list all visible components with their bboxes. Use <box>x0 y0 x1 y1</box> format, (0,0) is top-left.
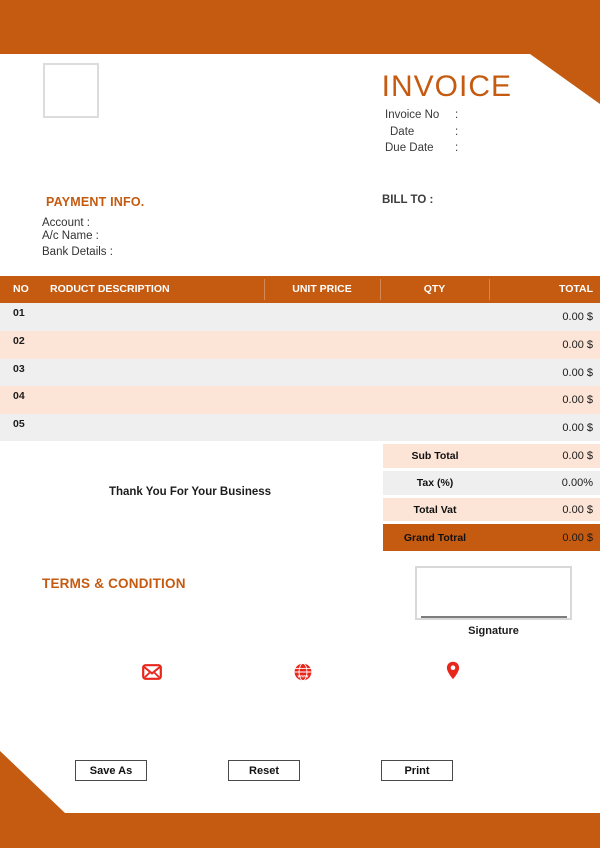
due-date-label: Due Date <box>385 142 434 154</box>
due-date-field[interactable] <box>465 140 520 155</box>
grand-total-value: 0.00 $ <box>562 531 593 544</box>
tax-value: 0.00% <box>561 477 593 489</box>
description-cell[interactable] <box>40 414 262 441</box>
col-header-qty: QTY <box>423 283 446 295</box>
bill-to-field[interactable] <box>382 208 572 263</box>
signature-label: Signature <box>468 625 519 637</box>
col-header-unit-price: UNIT PRICE <box>292 283 352 295</box>
unit-price-cell[interactable] <box>264 303 380 331</box>
signature-line <box>421 616 567 618</box>
colon: : <box>455 109 459 121</box>
mail-icon <box>142 664 162 680</box>
row-number: 01 <box>13 307 25 319</box>
column-divider <box>489 279 490 300</box>
bank-details-label: Bank Details : <box>42 246 113 258</box>
total-vat-label: Total Vat <box>413 503 457 516</box>
invoice-no-label: Invoice No <box>385 109 440 121</box>
total-vat-value: 0.00 $ <box>562 503 593 516</box>
description-cell[interactable] <box>40 386 262 414</box>
account-label: Account : <box>42 217 90 229</box>
row-total-value: 0.00 $ <box>562 311 593 323</box>
row-number: 02 <box>13 335 25 347</box>
row-number: 03 <box>13 363 25 375</box>
print-button[interactable]: Print <box>381 760 453 781</box>
svg-text:www: www <box>297 673 309 679</box>
row-total-value: 0.00 $ <box>562 366 593 379</box>
due-date-row <box>385 140 525 157</box>
column-divider <box>264 279 265 300</box>
globe-www-icon <box>294 663 312 681</box>
thank-you-message: Thank You For Your Business <box>108 486 272 498</box>
col-header-total: TOTAL <box>558 283 593 295</box>
description-cell[interactable] <box>40 303 262 331</box>
qty-cell[interactable] <box>380 303 489 331</box>
save-as-button[interactable]: Save As <box>75 760 147 781</box>
table-row <box>0 359 600 386</box>
page-title: INVOICE <box>381 70 512 103</box>
qty-cell[interactable] <box>380 386 489 414</box>
row-number: 05 <box>13 418 25 430</box>
col-header-no: NO <box>13 283 29 295</box>
reset-button[interactable]: Reset <box>228 760 300 781</box>
description-cell[interactable] <box>40 331 262 359</box>
unit-price-cell[interactable] <box>264 331 380 359</box>
colon: : <box>455 125 459 138</box>
subtotal-value: 0.00 $ <box>562 450 593 462</box>
qty-cell[interactable] <box>380 359 489 386</box>
subtotal-row <box>383 444 600 468</box>
total-vat-row <box>383 498 600 521</box>
tax-row <box>383 471 600 495</box>
bill-to-label: BILL TO : <box>382 194 434 206</box>
qty-cell[interactable] <box>380 331 489 359</box>
row-number: 04 <box>13 390 25 402</box>
description-cell[interactable] <box>40 359 262 386</box>
table-row <box>0 331 600 359</box>
ac-name-label: A/c Name : <box>42 230 99 242</box>
qty-cell[interactable] <box>380 414 489 441</box>
terms-heading: TERMS & CONDITION <box>42 576 186 591</box>
colon: : <box>455 142 459 154</box>
date-label: Date <box>390 125 415 138</box>
items-table-header <box>0 276 600 303</box>
payment-info-heading: PAYMENT INFO. <box>46 195 145 209</box>
row-total-value: 0.00 $ <box>562 421 593 434</box>
unit-price-cell[interactable] <box>264 359 380 386</box>
unit-price-cell[interactable] <box>264 414 380 441</box>
grand-total-row <box>383 524 600 551</box>
unit-price-cell[interactable] <box>264 386 380 414</box>
invoice-meta <box>385 107 525 157</box>
logo-placeholder-box[interactable] <box>43 63 99 118</box>
invoice-no-field[interactable] <box>465 107 520 122</box>
location-pin-icon <box>446 661 460 680</box>
row-total-value: 0.00 $ <box>562 394 593 406</box>
table-row <box>0 386 600 414</box>
table-row <box>0 303 600 331</box>
grand-total-label: Grand Totral <box>403 531 467 544</box>
row-total-value: 0.00 $ <box>562 339 593 351</box>
subtotal-label: Sub Total <box>411 450 459 462</box>
table-row <box>0 414 600 441</box>
tax-label: Tax (%) <box>416 477 454 489</box>
column-divider <box>380 279 381 300</box>
signature-box[interactable] <box>415 566 572 620</box>
col-header-description: RODUCT DESCRIPTION <box>50 283 170 295</box>
date-field[interactable] <box>465 124 520 139</box>
date-row <box>385 124 525 141</box>
invoice-no-row <box>385 107 525 124</box>
